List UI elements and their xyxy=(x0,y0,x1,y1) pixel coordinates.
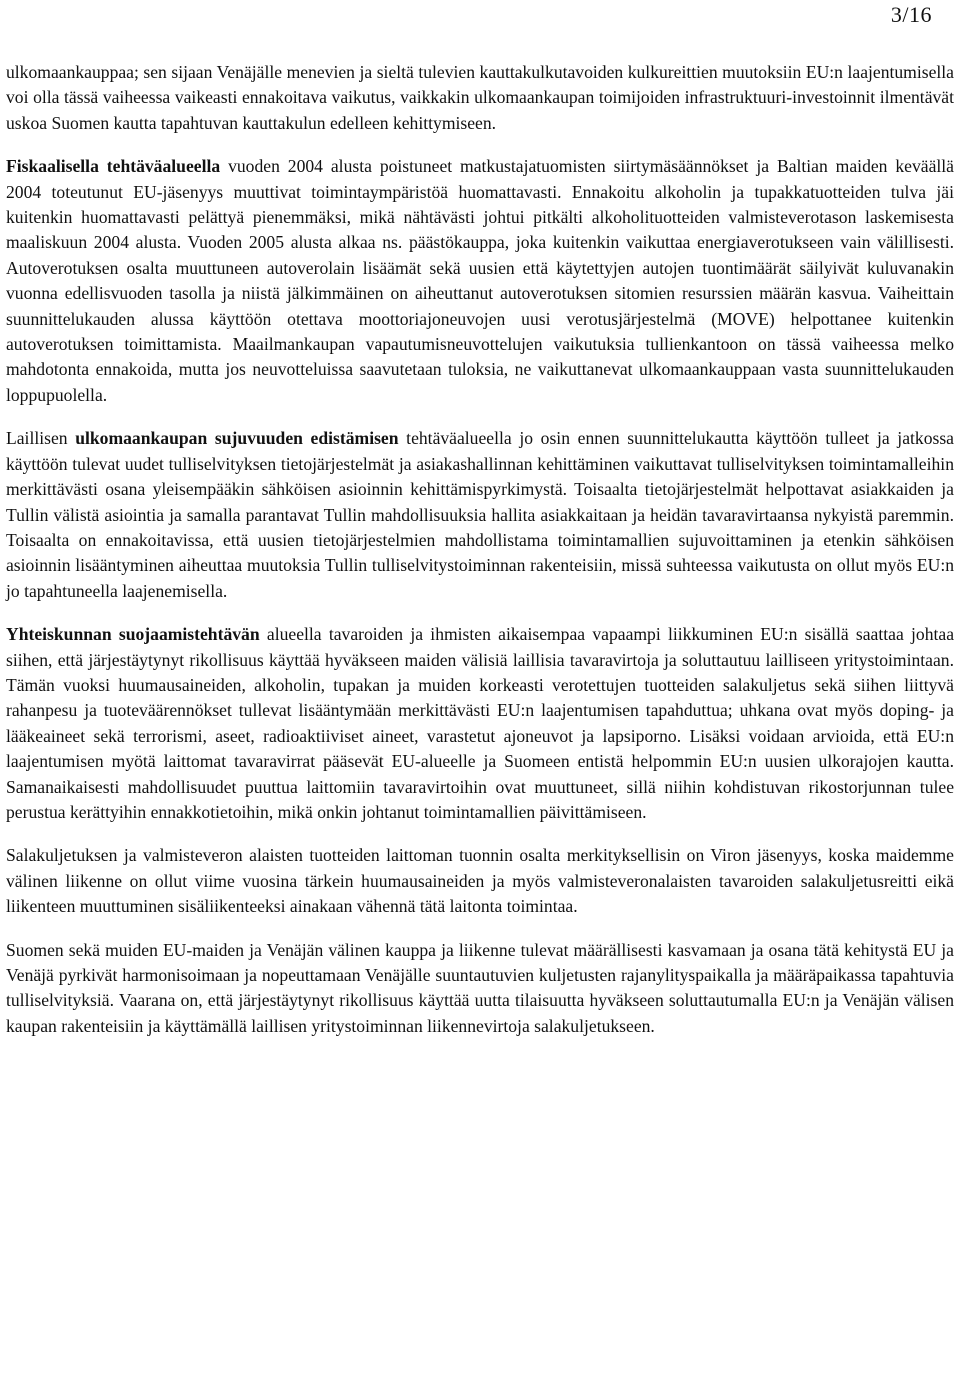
paragraph-heading-bold: Yhteiskunnan suojaamistehtävän xyxy=(6,624,260,645)
paragraph-text: vuoden 2004 alusta poistuneet matkustajatuomisten siirtymäsäännökset ja Baltian maiden keväällä 2004 toteutunut EU-jäsenyys muuttivat toimintaympäristöä huomattavasti. Ennakoitu alkoholin ja tupakkatuotteiden tulva jäi kuitenkin huomattavasti pelättyä pienemmäksi, mikä nähtävästi johtui pitkälti alkoholituotteiden valmisteverotason laskemisesta maaliskuun 2004 alusta. Vuoden 2005 alusta alkaa ns. päästökauppa, joka kuitenkin vaikuttaa energiaverotukseen vain välillisesti. Autoverotuksen osalta muuttuneen autoverolain lisäämät sekä uusien että käytettyjen autojen tuontimäärät säilyivät kuluvanakin vuonna edellisvuoden tasolla ja niistä jälkimmäinen on aiheuttanut autoverotuksen sitomien resurssien määrän kasvua. Vaiheittain suunnittelukauden alussa käyttöön otettava moottoriajoneuvojen uusi verotusjärjestelmä (MOVE) helpottanee kuitenkin autoverotuksen toimittamista. Maailmankaupan vapautumisneuvottelujen vaikutuksia tullienkantoon on tässä vaiheessa melko mahdotonta ennakoida, mutta jos neuvotteluissa saavutetaan tuloksia, ne vaikuttanevat ulkomaankauppaan vasta suunnittelukauden loppupuolella. xyxy=(6,156,954,405)
document-body xyxy=(6,60,954,1057)
page-number: 3/16 xyxy=(890,2,932,27)
paragraph-trade-facilitation xyxy=(6,426,954,604)
paragraph-text: Salakuljetuksen ja valmisteveron alaisten tuotteiden laittoman tuonnin osalta merkityksellisin on Viron jäsenyys, koska maidemme välinen liikenne on ollut viime vuosina tärkein huumausaineiden ja myös valmisteveronalaisten tavaroiden salakuljetusreitti eikä liikenteen muuttuminen sisäliikenteeksi ainakaan vähennä tätä laitonta toimintaa. xyxy=(6,845,954,917)
paragraph-fiscal-tasks xyxy=(6,154,954,408)
paragraph-heading-bold: ulkomaankaupan sujuvuuden edistämisen xyxy=(75,428,399,449)
paragraph-text: ulkomaankauppaa; sen sijaan Venäjälle menevien ja sieltä tulevien kauttakulkutavoiden kulkureittien muutoksiin EU:n laajentumisella voi olla tässä vaiheessa vaikeasti ennakoitava vaikutus, vaikkakin ulkomaankaupan toimijoiden infrastruktuuri-investoinnit ilmentävät uskoa Suomen kautta tapahtuvan kauttakulun edelleen kehittymiseen. xyxy=(6,62,954,133)
paragraph-text: Suomen sekä muiden EU-maiden ja Venäjän välinen kauppa ja liikenne tulevat määrällisesti kasvamaan ja osana tätä kehitystä EU ja Venäjä pyrkivät harmonisoimaan ja nopeuttamaan Venäjälle suuntautuvien kuljetusten rajanylityspaikalla ja määräpaikassa tapahtuvia tulliselvityksiä. Vaarana on, että järjestäytynyt rikollisuus käyttää uutta tilaisuutta hyväkseen soluttautumalla EU:n ja Venäjän välisen kaupan rakenteisiin ja käyttämällä laillisen yritystoiminnan liikennevirtoja salakuljetukseen. xyxy=(6,939,954,1036)
paragraph-smuggling-estonia xyxy=(6,843,954,919)
paragraph-society-protection xyxy=(6,622,954,825)
paragraph-russia-trade xyxy=(6,938,954,1040)
paragraph-text: tehtäväalueella jo osin ennen suunnittelukautta käyttöön tulleet ja jatkossa käyttöön tulevat uudet tulliselvityksen tietojärjestelmät ja asiakashallinnan kehittäminen vaikuttavat tulliselvityksen toimintamalleihin merkittävästi osana yleisempääkin sähköisen asioinnin kehittämispyrkimystä. Toisaalta tietojärjestelmät helpottavat asiakkaiden ja Tullin välistä asiointia ja samalla parantavat Tullin mahdollisuuksia hallita asiakkaitaan ja heidän tavaravirtaansa nykyistä paremmin. Toisaalta on ennakoitavissa, että uusien tietojärjestelmien mahdollistama toimintamallien sujuvoittaminen ja etenkin sähköisen asioinnin lisääntyminen aiheuttaa muutoksia Tullin tulliselvitystoiminnan rakenteisiin, missä suhteessa vaikutusta on ollut myös EU:n jo tapahtuneella laajenemisella. xyxy=(6,428,954,601)
paragraph-text: alueella tavaroiden ja ihmisten aikaisempaa vapaampi liikkuminen EU:n sisällä saattaa johtaa siihen, että järjestäytynyt rikollisuus käyttää hyväkseen maiden välisiä laillisia tavaravirtoja ja soluttautuu lailliseen yritystoimintaan. Tämän vuoksi huumausaineiden, alkoholin, tupakan ja muiden korkeasti verotettujen tuotteiden salakuljetus sekä siihen liittyvä rahanpesu ja tuoteväärennökset tullevat lisääntymään merkittävästi EU:n laajentumisen tapahduttua; uhkana ovat myös doping- ja lääkeaineet sekä terrorismi, aseet, radioaktiiviset aineet, varastetut ajoneuvot ja lapsiporno. Lisäksi voidaan arvioida, että EU:n laajentumisen myötä laittomat tavaravirrat pääsevät EU-alueelle ja Suomeen entistä helpommin EU:n uusien ulkorajojen kautta. Samanaikaisesti mahdollisuudet puuttua laittomiin tavaravirtoihin ovat muuttuneet, sillä niihin kohdistuvan rikostorjunnan tulee perustua kerättyihin ennakkotietoihin, mikä onkin johtanut toimintamallien päivittämiseen. xyxy=(6,624,955,822)
paragraph-lead-text: Laillisen xyxy=(6,428,76,449)
paragraph-transit-trade xyxy=(6,60,954,136)
paragraph-heading-bold: Fiskaalisella tehtäväalueella xyxy=(6,156,221,177)
